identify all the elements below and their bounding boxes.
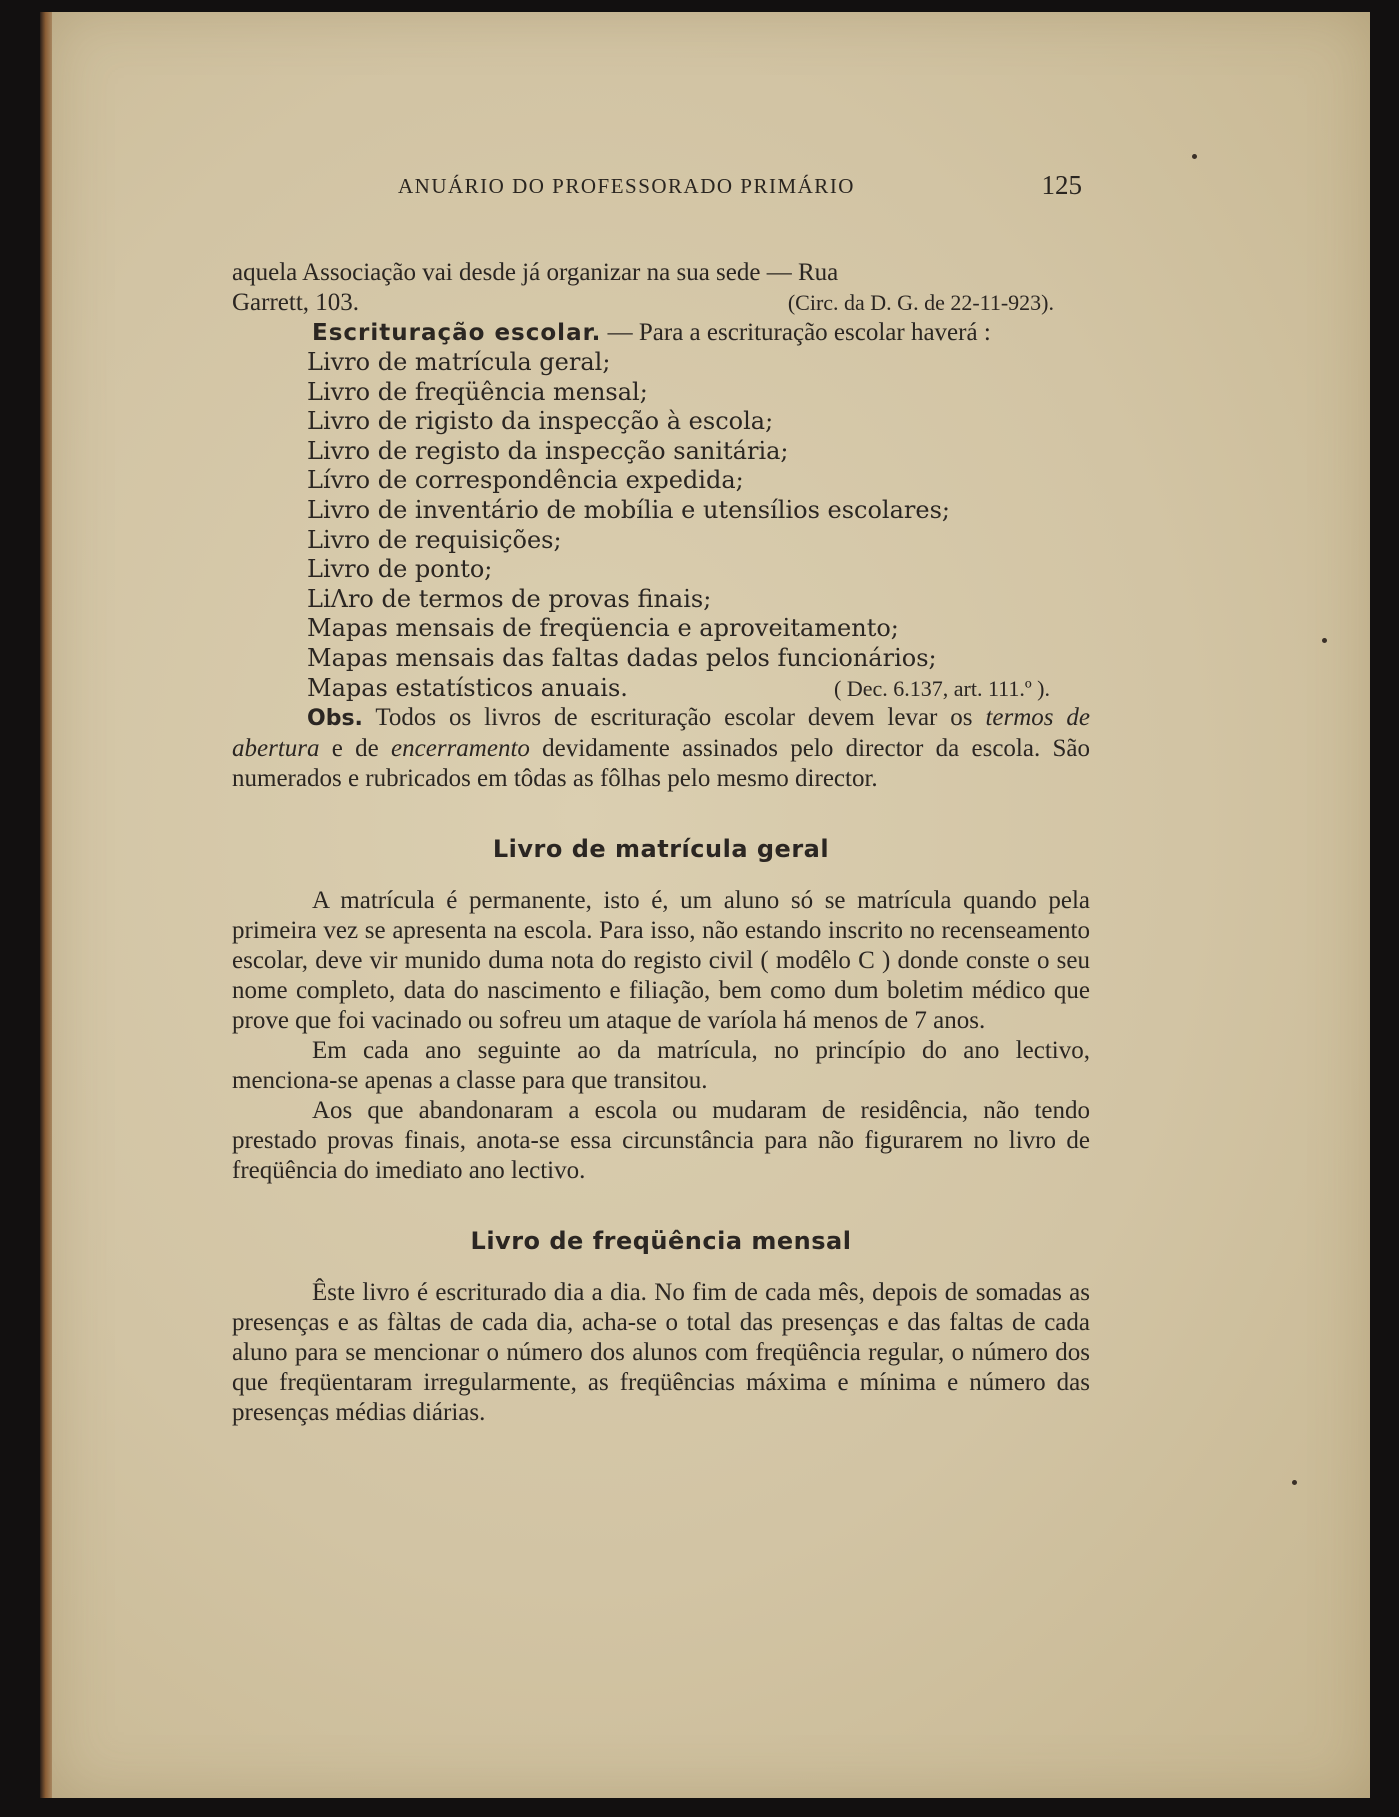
list-item: Mapas mensais das faltas dadas pelos funcionários; <box>307 643 937 672</box>
page-number: 125 <box>1041 170 1082 200</box>
obs-text: e de <box>319 735 392 763</box>
section-title-matricula: Livro de matrícula geral <box>492 835 830 864</box>
intro-line-2 <box>232 288 1090 318</box>
escrituracao-paragraph <box>232 318 1090 348</box>
ink-speck <box>1322 638 1327 643</box>
paragraph: Em cada ano seguinte ao da matrícula, no princípio do ano lectivo, menciona-se apenas a classe para que transitou. <box>232 1037 1090 1095</box>
intro-text: aquela Associação vai desde já organizar na sua sede — Rua <box>232 259 839 286</box>
escrituracao-text: — Para a escrituração escolar haverá : <box>601 319 991 346</box>
intro-line <box>232 258 1090 288</box>
page-header <box>350 170 1082 206</box>
page-body <box>232 258 1090 1428</box>
obs-paragraph <box>232 703 1090 794</box>
escrituracao-heading: Escrituração escolar. <box>312 320 602 346</box>
decree-reference: ( Dec. 6.137, art. 111.º ). <box>834 675 1050 701</box>
circular-reference: (Circ. da D. G. de 22-11-923). <box>787 290 1054 315</box>
list-item: Mapas mensais de freqüencia e aproveitamento; <box>307 614 899 643</box>
ink-speck <box>1292 1480 1297 1485</box>
term-encerramento: encerramento <box>391 735 530 763</box>
section-title-frequencia: Livro de freqüência mensal <box>470 1227 852 1256</box>
list-item: Livro de inventário de mobília e utensílios escolares; <box>307 495 950 524</box>
paragraph: Êste livro é escriturado dia a dia. No fim de cada mês, depois de somadas as presenças e as fàltas de cada dia, acha-se o total das presenças e das faltas de cada aluno para se mencionar o número dos alunos com freqüência regular, o número dos que freqüentaram irregularmente, as freqüências máxima e mínima e número das presenças médias diárias. <box>232 1279 1090 1427</box>
running-title: ANUÁRIO DO PROFESSORADO PRIMÁRIO <box>398 174 855 198</box>
list-item: Livro de registo da inspecção sanitária; <box>307 436 789 465</box>
list-item: Livro de matrícula geral; <box>307 348 611 376</box>
list-item: Livro de rigisto da inspecção à escola; <box>307 407 774 436</box>
list-item-last <box>232 674 1090 704</box>
list-item: Livro de ponto; <box>307 555 493 584</box>
obs-text: devidamente assinados pelo director da escola. São numerados e rubricados em tôdas as fôlhas pelo mesmo director. <box>232 735 1090 793</box>
term-abertura: termos de abertura <box>232 704 1090 763</box>
intro-address: Garrett, 103. <box>232 289 360 316</box>
list-item: Livro de freqüência mensal; <box>307 377 648 406</box>
list-item: Livro de requisições; <box>307 525 562 554</box>
list-item-text: Mapas estatísticos anuais. <box>307 673 628 702</box>
paragraph: Aos que abandonaram a escola ou mudaram de residência, não tendo prestado provas finais, anota-se essa circunstância para não figurarem no livro de freqüência do imediato ano lectivo. <box>232 1097 1090 1185</box>
obs-label: Obs. <box>307 706 363 732</box>
list-item: LiΛro de termos de provas finais; <box>307 584 712 613</box>
ink-speck <box>1192 154 1197 159</box>
books-list <box>232 348 1090 703</box>
list-item: Lívro de correspondência expedida; <box>307 466 744 495</box>
paragraph: A matrícula é permanente, isto é, um aluno só se matrícula quando pela primeira vez se apresenta na escola. Para isso, não estando inscrito no recenseamento escolar, deve vir munido duma nota do registo civil ( modêlo C ) donde conste o seu nome completo, data do nascimento e filiação, bem como dum boletim médico que prove que foi vacinado ou sofreu um ataque de varíola há menos de 7 anos. <box>232 887 1090 1035</box>
obs-text: Todos os livros de escrituração escolar devem levar os <box>362 704 986 732</box>
